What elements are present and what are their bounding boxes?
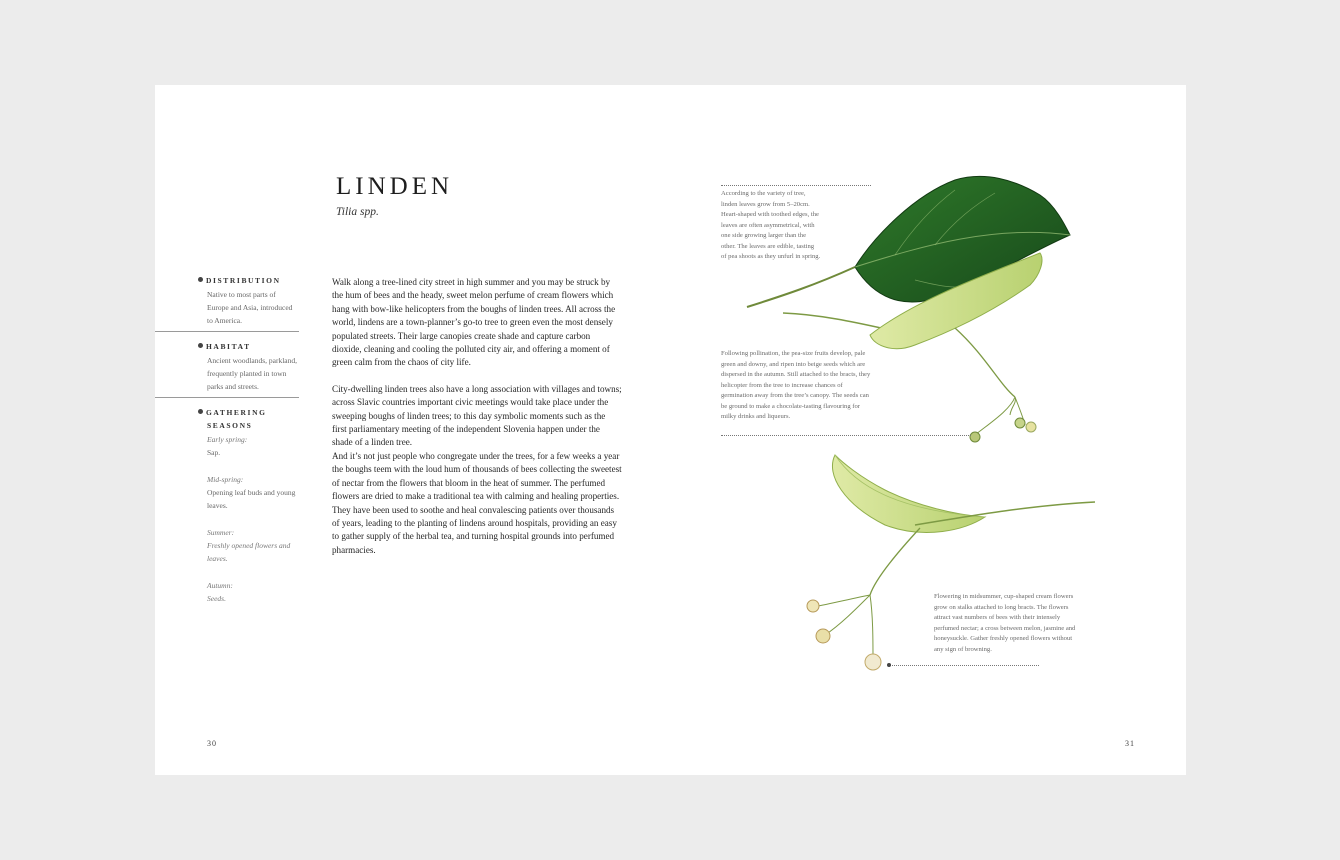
gathering-heading-line2: SEASONS	[207, 421, 253, 430]
season-summer: Summer: Freshly opened flowers and leaves.	[207, 528, 291, 563]
season-mid-spring: Mid-spring: Opening leaf buds and young leaves.	[207, 475, 296, 510]
page-number-left: 30	[207, 739, 217, 748]
page-title: LINDEN	[336, 173, 454, 200]
habitat-text: Ancient woodlands, parkland, frequently planted in town parks and streets.	[207, 356, 297, 391]
leaf-callout-line	[721, 185, 871, 186]
season-early-spring: Early spring: Sap.	[207, 435, 248, 457]
flower-caption: Flowering in midsummer, cup-shaped cream flowers grow on stalks attached to long bracts. The flowers attract vast numbers of bees with their intensely perfumed nectar; a cross between melon, jasmine and honeysuckle. Gather freshly opened flowers without any sign of browning.	[934, 593, 1076, 653]
callout-dot	[887, 663, 891, 667]
body-paragraph: And it’s not just people who congregate under the trees, for a few weeks a year the boughs teem with the loud hum of thousands of bees collecting the sweetest of nectar from the flowers that bloom in the heat of summer. The perfumed flowers are dried to make a traditional tea with calming and healing properties. They have been used to soothe and heal convalescing patients over thousands of years, leading to the planting of lindens around hospitals, providing an easy to gather supply of the herbal tea, and turning hospital grounds into perfumed pharmacies.	[332, 450, 622, 555]
latin-name: Tilia spp.	[336, 206, 379, 218]
linden-illustration	[155, 85, 1186, 775]
page-number-right: 31	[1125, 739, 1135, 748]
distribution-heading: DISTRIBUTION	[198, 276, 281, 285]
season-autumn: Autumn: Seeds.	[207, 581, 233, 603]
fruit-caption: Following pollination, the pea-size fruits develop, pale green and downy, and ripen into beige seeds which are dispersed in the autumn. Still attached to the bracts, they helicopter from the tree to increase chances of germination away from the tree’s canopy. The seeds can be ground to make a chocolate-tasting flavouring for milky drinks and liqueurs.	[721, 350, 871, 420]
flower-callout-line	[889, 665, 1039, 666]
leaf-caption: According to the variety of tree, linden leaves grow from 5–20cm. Heart-shaped with toothed edges, the leaves are often asymmetrical, with one side growing larger than the other. The leaves are edible, tasting of pea shoots as they unfurl in spring.	[721, 190, 821, 260]
body-paragraph: City-dwelling linden trees also have a long association with villages and towns; across Slavic countries important civic meetings would take place under the sweeping boughs of linden trees; to this day symbolic moments such as the first parliamentary meeting of the independent Slovenia happen under the shade of a linden tree.	[332, 383, 622, 448]
fruit-callout-line	[721, 435, 971, 436]
gathering-heading: GATHERING	[198, 408, 267, 417]
distribution-text: Native to most parts of Europe and Asia, introduced to America.	[207, 290, 293, 325]
habitat-heading: HABITAT	[198, 342, 251, 351]
book-spread	[155, 85, 1186, 775]
body-paragraph: Walk along a tree-lined city street in high summer and you may be struck by the hum of bees and the heady, sweet melon perfume of cream flowers which hang with bow-like helicopters from the boughs of linden trees. All across the world, lindens are a town-planner’s go-to tree to green even the most densely populated streets. Their large canopies create shade and capture carbon dioxide, cleaning and cooling the polluted city air, and offering a moment of green calm from the chaos of city life.	[332, 277, 616, 368]
